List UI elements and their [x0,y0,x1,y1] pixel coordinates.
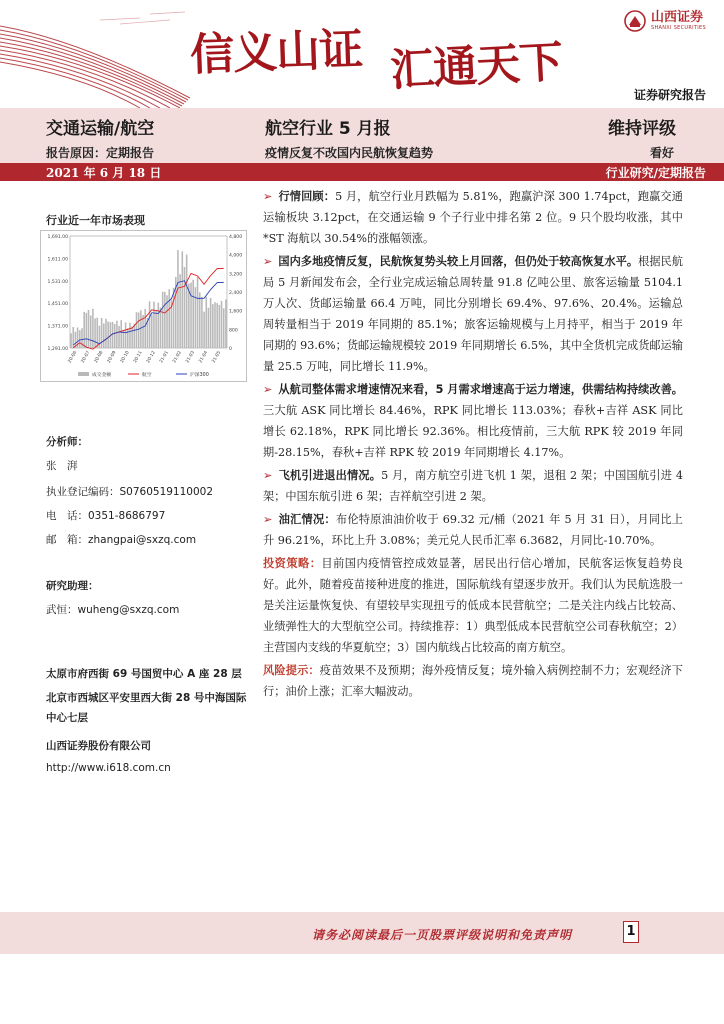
volume-bar [184,267,186,348]
website-link[interactable]: http://www.i618.com.cn [46,762,171,774]
volume-bar [140,310,142,348]
right-tick-label: 0 [229,347,232,352]
volume-bar [83,312,85,348]
section-strategy [263,553,683,658]
left-tick-label: 1,691.00 [47,235,68,240]
volume-bar [195,287,197,348]
company-logo-icon [624,10,646,32]
volume-bar [79,330,81,348]
volume-bar [120,320,122,348]
volume-bar [186,255,188,348]
left-tick-label: 1,531.00 [47,279,68,285]
rating-label: 维持评级 [608,119,676,139]
volume-bar [225,299,227,348]
company-name: 山西证券股份有限公司 [46,740,151,752]
volume-bar [179,274,181,348]
right-tick-label: 800 [229,328,238,334]
volume-bar [216,303,218,348]
legend-label: 沪深300 [190,373,209,378]
volume-bar [125,322,127,348]
header-banner [0,0,724,108]
volume-bar [118,326,120,348]
volume-bar [173,288,175,348]
section-heading: 投资策略： [263,557,322,570]
volume-bar [105,319,107,348]
volume-bar [205,297,207,348]
x-tick-label: 21-02 [172,350,183,365]
right-tick-label: 2,400 [229,291,243,296]
volume-bar [101,318,103,348]
x-tick-label: 20-08 [93,350,105,365]
analyst-name: 张 湃 [46,460,78,472]
volume-bar [103,323,105,348]
slogan-part1: 信义山证 [189,24,363,81]
left-tick-label: 1,611.00 [47,257,68,263]
report-subtitle: 疫情反复不改国内民航恢复趋势 [265,146,434,160]
market-performance-chart [40,230,247,382]
volume-bar [210,298,212,348]
volume-bar [158,303,160,348]
volume-bar [144,309,146,348]
volume-bar [214,302,216,348]
assistant-contact[interactable]: 武恒：wuheng@sxzq.com [46,604,180,616]
outlook-label: 看好 [649,146,674,160]
section-heading: 行情回顾： [278,190,336,203]
bullet-arrow-icon: ➢ [263,190,273,203]
phone: 电 话：0351-8686797 [46,510,166,522]
volume-bar [107,321,109,348]
volume-bar [129,323,131,348]
section-body: 5 月，南方航空引进飞机 1 架，退租 2 架；中国国航引进 4 架；中国东航引进 6 架；吉祥航空引进 2 架。 [263,469,683,503]
address-taiyuan: 太原市府西街 69 号国贸中心 A 座 28 层 [46,668,242,680]
x-tick-label: 21-01 [159,350,170,365]
date-band [0,163,724,181]
right-tick-label: 4,000 [229,253,243,259]
volume-bar [197,277,199,348]
x-tick-label: 20-12 [146,350,157,365]
x-tick-label: 21-05 [211,350,223,365]
section-demand [263,379,683,463]
volume-bar [138,313,140,348]
section-heading: 飞机引进退出情况。 [278,469,382,482]
volume-bar [86,313,88,348]
bullet-arrow-icon: ➢ [263,469,273,482]
x-tick-label: 20-07 [80,350,92,365]
x-tick-label: 20-09 [106,350,118,365]
legend-label: 成交金额 [92,373,112,378]
volume-bar [212,304,214,348]
report-date: 2021 年 6 月 18 日 [46,166,162,180]
analyst-label: 分析师： [46,436,88,448]
section-body: 疫苗效果不及预期；海外疫情反复；境外输入病例控制不力；宏观经济下行；油价上涨；汇率大幅波动。 [263,664,683,698]
right-tick-label: 3,200 [229,272,243,278]
legend-swatch [78,372,89,376]
section-fleet [263,465,683,507]
company-logo [624,10,706,32]
volume-bar [168,289,170,348]
left-tick-label: 1,451.00 [47,302,68,308]
volume-bar [199,292,201,348]
x-tick-label: 20-11 [132,350,144,365]
volume-bar [151,314,153,348]
sector-label: 交通运输/航空 [46,119,155,139]
report-title: 航空行业 5 月报 [265,119,391,139]
volume-bar [131,327,133,348]
report-category: 行业研究/定期报告 [605,166,706,180]
bullet-arrow-icon: ➢ [263,255,273,268]
report-type: 证券研究报告 [633,88,706,102]
volume-bar [190,283,192,348]
right-tick-label: 1,600 [229,309,243,315]
bullet-arrow-icon: ➢ [263,383,273,396]
volume-bar [116,321,118,348]
volume-bar [134,324,136,348]
x-tick-label: 20-06 [67,350,79,365]
logo-en: SHANXI SECURITIES [651,25,706,31]
volume-bar [160,308,162,348]
volume-bar [90,316,92,348]
section-heading: 油汇情况： [278,513,336,526]
volume-bar [149,301,151,348]
volume-bar [221,301,223,348]
volume-bar [201,297,203,348]
volume-bar [219,305,221,348]
volume-bar [70,333,72,348]
x-tick-label: 20-10 [119,350,131,365]
section-heading: 风险提示： [263,664,320,677]
left-tick-label: 1,291.00 [47,347,68,352]
section-recovery [263,251,683,377]
section-body: 布伦特原油油价收于 69.32 元/桶（2021 年 5 月 31 日），月同比上升 96.21%，环比上升 3.08%；美元兑人民币汇率 6.3682，月同比-10.70%。 [263,513,683,547]
volume-bar [164,292,166,348]
x-tick-label: 21-03 [185,350,197,365]
page-number: 1 [623,921,639,943]
volume-bar [94,318,96,348]
slogan-part2: 汇通天下 [389,36,564,97]
chart-title: 行业近一年市场表现 [46,214,145,227]
volume-bar [223,308,225,348]
section-risk [263,660,683,702]
volume-bar [192,280,194,348]
address-beijing: 北京市西城区平安里西大街 28 号中海国际中心七层 [46,692,247,724]
section-heading: 从航司整体需求增速情况来看，5 月需求增速高于运力增速，供需结构持续改善。 [278,383,683,396]
volume-bar [92,309,94,348]
assistant-label: 研究助理： [46,580,99,592]
page-footer [0,912,724,960]
volume-bar [127,328,129,348]
section-market-review [263,186,683,249]
right-tick-label: 4,800 [229,235,243,240]
volume-bar [203,312,205,348]
main-content [263,186,683,704]
license-number: 执业登记编码：S0760519110002 [46,486,214,498]
volume-bar [155,311,157,348]
section-heading: 国内多地疫情反复，民航恢复势头较上月回落，但仍处于较高恢复水平。 [278,255,639,268]
volume-bar [162,292,164,348]
report-reason: 报告原因：定期报告 [46,146,155,160]
volume-bar [208,308,210,348]
volume-bar [153,302,155,348]
volume-bar [177,250,179,348]
sidebar [46,212,251,228]
bullet-arrow-icon: ➢ [263,513,273,526]
volume-bar [182,251,184,348]
disclaimer-note: 请务必阅读最后一页股票评级说明和免责声明 [312,928,573,942]
email-link[interactable]: 邮 箱：zhangpai@sxzq.com [46,534,197,546]
legend-label: 航空 [142,373,152,378]
section-oil-fx [263,509,683,551]
section-body: 三大航 ASK 同比增长 84.46%，RPK 同比增长 113.03%；春秋+吉祥 ASK 同比增长 62.18%，RPK 同比增长 92.36%。相比疫情前，三大航 RPK 较 2019 年同期-28.15%，春秋+吉祥 RPK 较 2019 年同期增长 4.17%。 [263,404,683,459]
volume-bar [114,324,116,348]
volume-bar [88,310,90,348]
section-body: 目前国内疫情管控成效显著，居民出行信心增加，民航客运恢复趋势良好。此外，随着疫苗接种进度的推进，国际航线有望逐步放开。我们认为民航选股一是关注运量恢复快、有望较早实现扭亏的低成本民营航空；二是关注内线占比较高、业绩弹性大的大型航空公司。持续推荐：1）典型低成本民营航空公司春秋航空；2）主营国内支线的华夏航空；3）国内航线占比较高的南方航空。 [263,557,683,654]
logo-cn: 山西证券 [651,10,704,25]
section-body: 根据民航局 5 月新闻发布会，全行业完成运输总周转量 91.8 亿吨公里、旅客运输量 5104.1 万人次、货邮运输量 66.4 万吨，同比分别增长 69.4%、97.6%、20.4%。运输总周转量相当于 2019 年同期的 85.1%；旅客运输规模与上月持平，相当于 2019 年同期的 93.6%；货邮运输规模较 2019 年同期增长 6.5%，其中全货机完成货邮运输量 25.5 万吨，同比增长 11.9%。 [263,255,683,373]
section-body: 5 月，航空行业月跌幅为 5.81%，跑赢沪深 300 1.74pct，跑赢交通运输板块 3.12pct，在交通运输 9 个子行业中排名第 2 位。9 只个股均收涨，其中*ST 海航以 30.54%的涨幅领涨。 [263,190,683,245]
chart-svg [40,230,247,382]
volume-bar [142,315,144,348]
x-tick-label: 21-04 [198,350,210,365]
left-tick-label: 1,371.00 [47,324,68,330]
